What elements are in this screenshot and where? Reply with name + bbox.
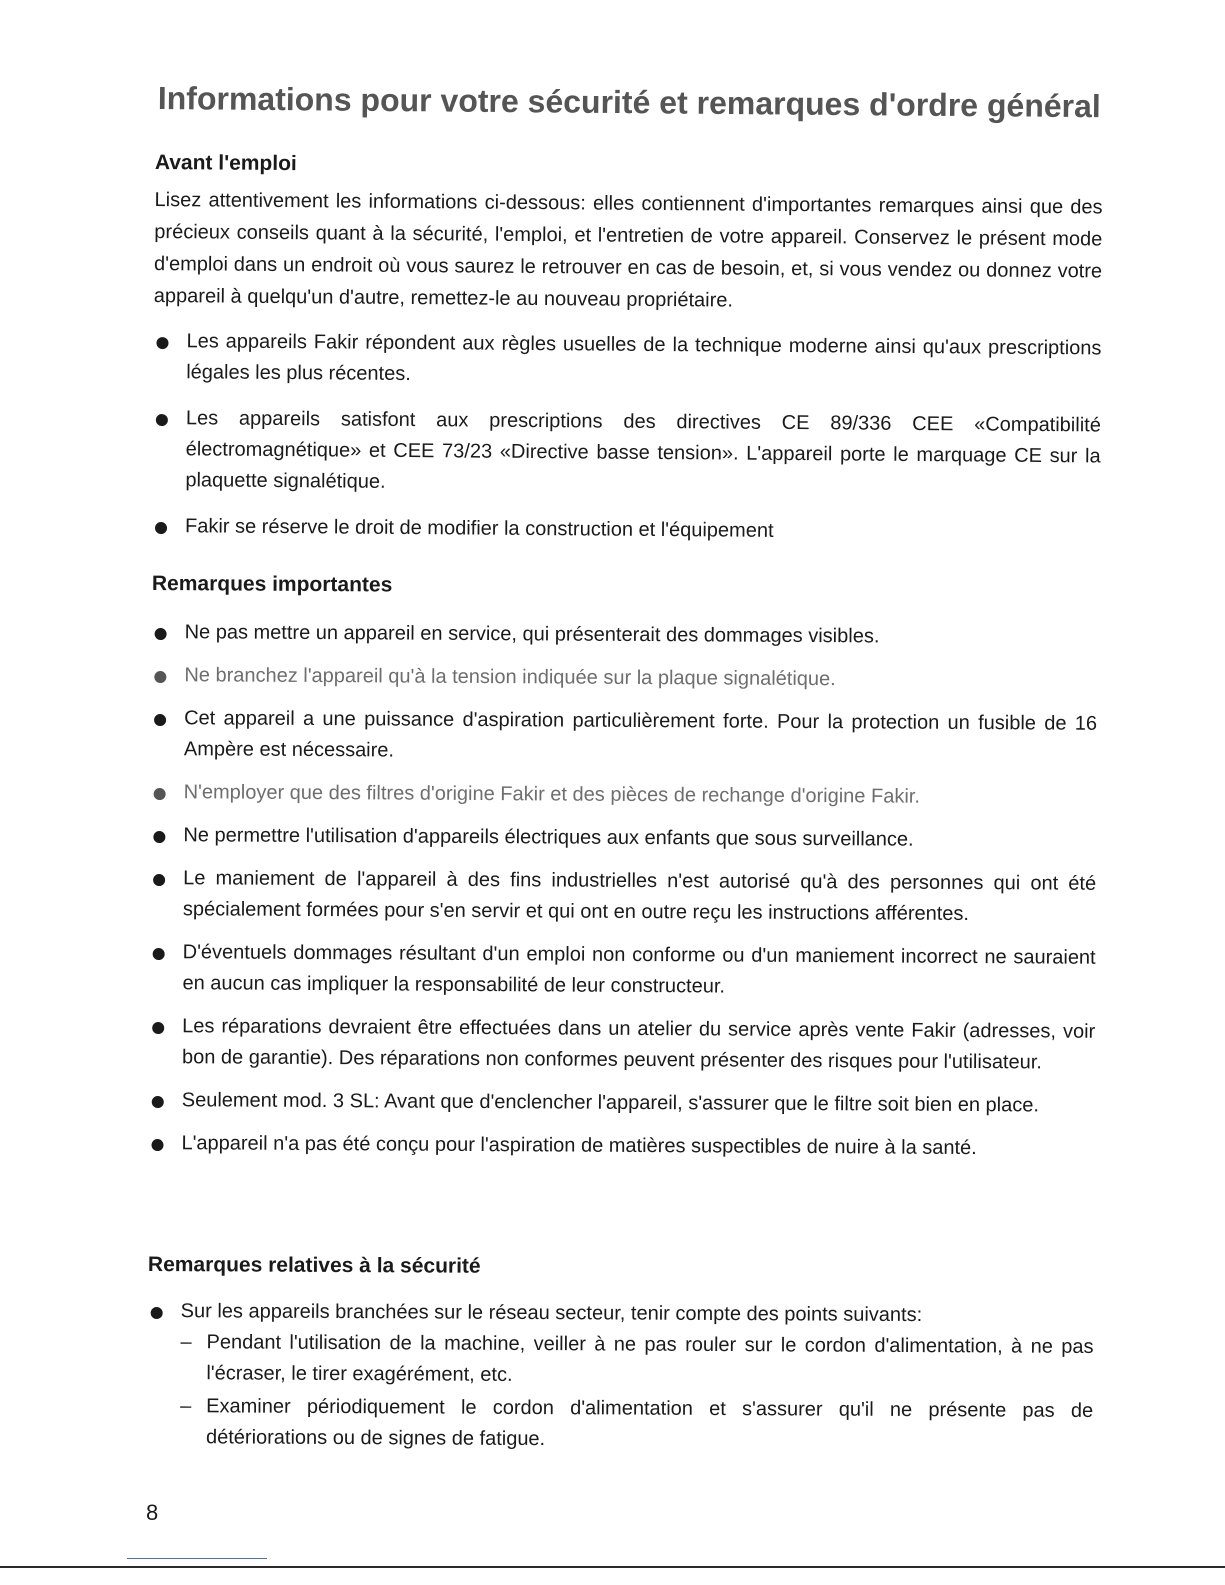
intro-paragraph: Lisez attentivement les informations ci-dessous: elles contiennent d'importantes remarques ainsi que des précieux conseils quant à la sécurité, l'emploi, et l'entretien de votre appareil. Conservez le présent mode d'emploi dans un endroit où vous saurez le retrouver en cas de besoin, et, si vous vendez ou donnez votre appareil à quelqu'un d'autre, remettez-le au nouveau propriétaire.	[153, 188, 1103, 312]
list-item	[150, 863, 1096, 931]
list-item	[149, 1085, 1095, 1122]
list-item-text: Ne branchez l'appareil qu'à la tension indiquée sur la plaque signalétique.	[184, 664, 836, 691]
bottom-rule	[127, 1558, 267, 1559]
list-item	[151, 660, 1097, 697]
list-item-text: L'appareil n'a pas été conçu pour l'aspiration de matières suspectibles de nuire à la santé.	[181, 1132, 977, 1160]
dash-marker: –	[180, 1331, 192, 1354]
list-item-text: Seulement mod. 3 SL: Avant que d'enclencher l'appareil, s'assurer que le filtre soit bien en place.	[181, 1089, 1039, 1117]
list-item-text: Cet appareil a une puissance d'aspiration particulièrement forte. Pour la protection un fusible de 16 Ampère est nécessaire.	[183, 707, 1098, 762]
list-item-text: Les appareils satisfont aux prescriptions des directives CE 89/336 CEE «Compatibilité électromagnétique» et CEE 73/23 «Directive basse tension». L'appareil porte le marquage CE sur la plaquette signalétique.	[185, 407, 1101, 493]
bullet-icon	[154, 671, 166, 683]
section-important	[148, 571, 1098, 1165]
bullet-icon	[153, 831, 165, 843]
list-item	[152, 403, 1101, 503]
bullet-icon	[155, 522, 167, 534]
section-safety	[147, 1252, 1094, 1458]
sub-list-item	[180, 1391, 1093, 1458]
list-item	[152, 617, 1098, 654]
list-item-text: Ne permettre l'utilisation d'appareils électriques aux enfants que sous surveillance.	[183, 824, 914, 851]
page-number: 8	[146, 1500, 159, 1525]
bullet-icon	[154, 714, 166, 726]
section-heading-before-use: Avant l'emploi	[154, 150, 297, 176]
bullet-icon	[156, 337, 168, 349]
bullet-icon	[151, 1139, 163, 1151]
list-item-text: Ne pas mettre un appareil en service, qui présenterait des dommages visibles.	[184, 621, 880, 648]
list-item-text: N'employer que des filtres d'origine Fakir et des pièces de rechange d'origine Fakir.	[183, 781, 920, 808]
bullet-icon	[154, 788, 166, 800]
bullet-icon	[153, 948, 165, 960]
dash-marker: –	[180, 1395, 192, 1418]
list-item-text: Les réparations devraient être effectuées dans un atelier du service après vente Fakir (adresses, voir bon de garantie). Des réparations non conformes peuvent présenter des risques pour l'utilisateur.	[181, 1015, 1096, 1074]
list-item	[148, 1128, 1094, 1165]
section-heading-important: Remarques importantes	[151, 572, 393, 597]
sub-list-item-text: Examiner périodiquement le cordon d'alimentation et s'assurer qu'il ne présente pas de détériorations ou de signes de fatigue.	[205, 1395, 1094, 1451]
important-list	[148, 617, 1097, 1165]
bullet-icon	[152, 1096, 164, 1108]
list-item-text: Sur les appareils branchées sur le réseau secteur, tenir compte des points suivants:	[180, 1300, 923, 1327]
safety-list	[147, 1296, 1094, 1458]
bullet-icon	[151, 1307, 163, 1319]
list-item	[149, 1011, 1095, 1079]
bullet-icon	[156, 414, 168, 426]
list-item-text: Fakir se réserve le droit de modifier la construction et l'équipement	[184, 515, 774, 542]
bullet-icon	[152, 1022, 164, 1034]
list-item-text: Les appareils Fakir répondent aux règles usuelles de la technique moderne ainsi qu'aux prescriptions légales les plus récentes.	[186, 330, 1102, 386]
safety-sublist	[180, 1327, 1094, 1458]
page-title: Informations pour votre sécurité et remarques d'ordre général	[157, 80, 1101, 125]
bullet-icon	[155, 628, 167, 640]
list-item	[150, 820, 1096, 857]
before-use-list	[152, 326, 1102, 549]
section-heading-safety: Remarques relatives à la sécurité	[147, 1253, 481, 1278]
section-before-use	[152, 150, 1103, 549]
list-item	[151, 703, 1097, 771]
page-bottom-edge	[0, 1566, 1225, 1568]
sub-list-item-text: Pendant l'utilisation de la machine, veiller à ne pas rouler sur le cordon d'alimentation, à ne pas l'écraser, le tirer exagérément, etc.	[206, 1331, 1094, 1386]
list-item	[147, 1296, 1094, 1458]
list-item	[152, 511, 1100, 549]
list-item	[153, 326, 1101, 395]
sub-list-item	[180, 1327, 1093, 1394]
bullet-icon	[153, 874, 165, 886]
list-item	[149, 937, 1095, 1005]
list-item-text: D'éventuels dommages résultant d'un emploi non conforme ou d'un maniement incorrect ne sauraient en aucun cas impliquer la responsabilité de leur constructeur.	[182, 941, 1096, 998]
list-item-text: Le maniement de l'appareil à des fins industrielles n'est autorisé qu'à des personnes qui ont été spécialement formées pour s'en servir et qui ont en outre reçu les instructions afférentes.	[182, 867, 1097, 925]
list-item	[151, 777, 1097, 814]
